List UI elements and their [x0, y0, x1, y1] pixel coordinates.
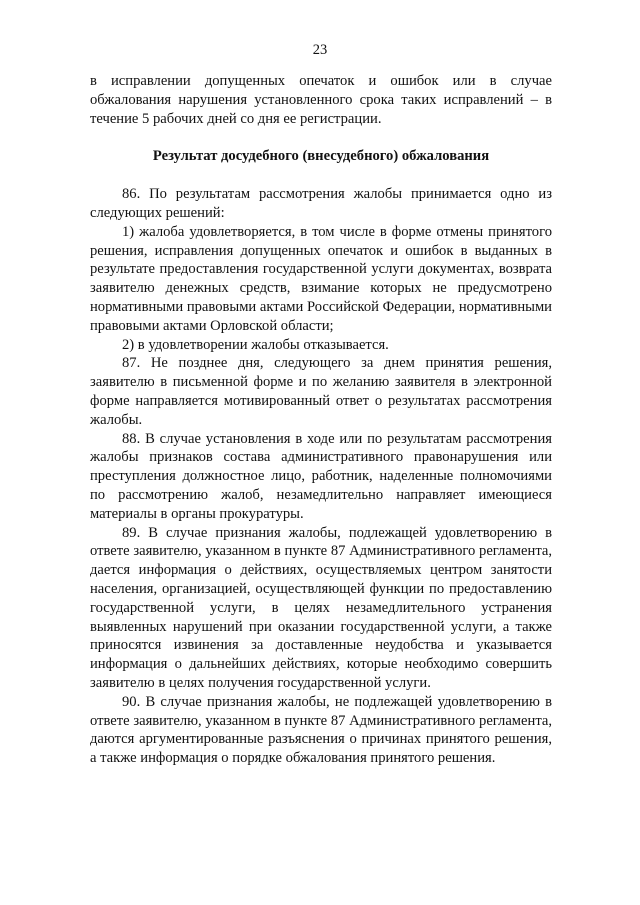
- paragraph-88: 88. В случае установления в ходе или по результатам рассмотрения жалобы признаков состава административного правонарушения или преступления должностное лицо, работник, наделенные полномочиями по рассмотрению жалоб, незамедлительно направляет имеющиеся материалы в органы прокуратуры.: [90, 430, 552, 522]
- paragraph-86-item-2: 2) в удовлетворении жалобы отказывается.: [122, 336, 389, 353]
- intro-paragraph: в исправлении допущенных опечаток и ошибок или в случае обжалования нарушения установленного срока таких исправлений – в течение 5 рабочих дней со дня ее регистрации.: [90, 73, 552, 127]
- paragraph-89: 89. В случае признания жалобы, подлежащей удовлетворению в ответе заявителю, указанном в пункте 87 Административного регламента, дается информация о действиях, осуществляемых центром занятости населения, организацией, осуществляющей функции по предоставлению государственной услуги, в целях незамедлительного устранения выявленных нарушений при оказании государственной услуги, а также приносятся извинения за доставленные неудобства и указывается информация о дальнейших действиях, которые необходимо совершить заявителю в целях получения государственной услуги.: [90, 524, 552, 691]
- paragraph-86: 86. По результатам рассмотрения жалобы принимается одно из следующих решений:: [90, 186, 552, 221]
- section-title: Результат досудебного (внесудебного) обжалования: [152, 148, 490, 165]
- paragraph-86-item-1: 1) жалоба удовлетворяется, в том числе в форме отмены принятого решения, исправления допущенных опечаток и ошибок в выданных в результате предоставления государственной услуги документах, возврата заявителю денежных средств, взимание которых не предусмотрено нормативными правовыми актами Российской Федерации, нормативными правовыми актами Орловской области;: [90, 223, 552, 334]
- paragraph-87: 87. Не позднее дня, следующего за днем принятия решения, заявителю в письменной форме и по желанию заявителя в электронной форме направляется мотивированный ответ о результатах рассмотрения жалобы.: [90, 355, 552, 428]
- document-body: [90, 72, 552, 768]
- paragraph-90: 90. В случае признания жалобы, не подлежащей удовлетворению в ответе заявителю, указанном в пункте 87 Административного регламента, даются аргументированные разъяснения о причинах принятого решения, а также информация о порядке обжалования принятого решения.: [90, 693, 552, 767]
- page-number: 23: [312, 42, 328, 58]
